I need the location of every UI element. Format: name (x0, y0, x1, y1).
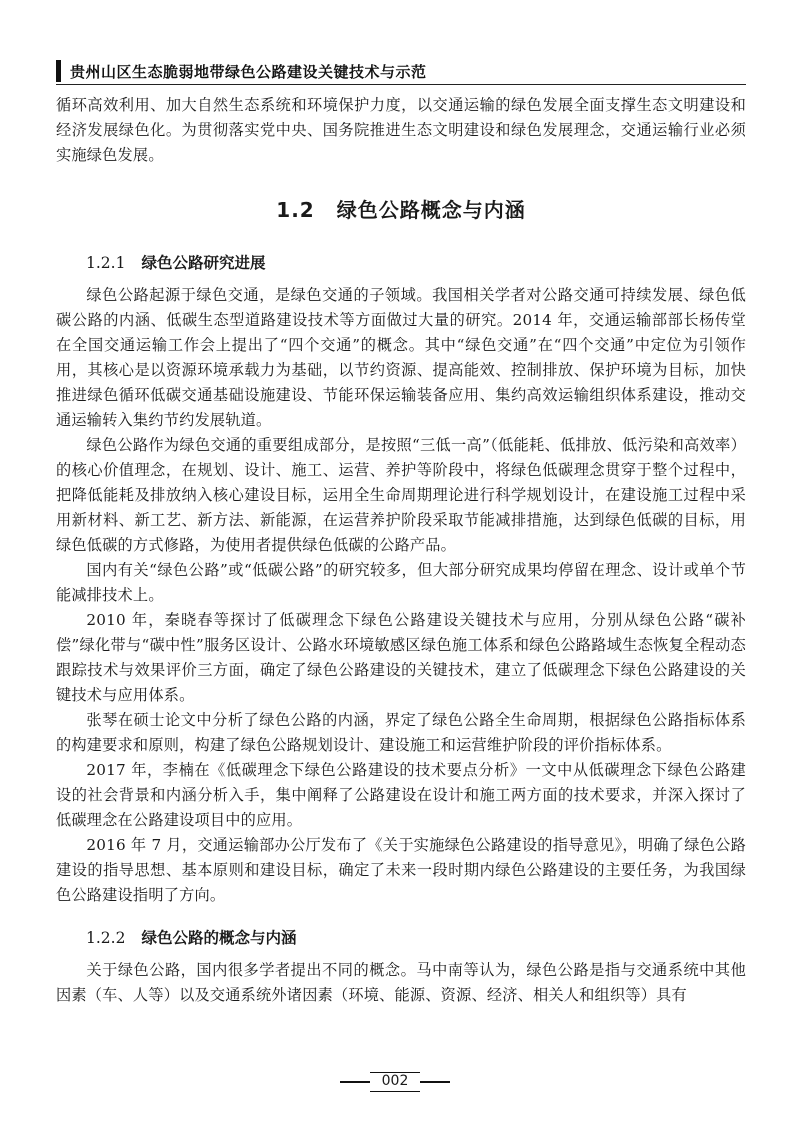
paragraph: 张琴在硕士论文中分析了绿色公路的内涵，界定了绿色公路全生命周期，根据绿色公路指标体系的构建要求和原则，构建了绿色公路规划设计、建设施工和运营维护阶段的评价指标体系。 (56, 711, 746, 754)
paragraph: 绿色公路起源于绿色交通，是绿色交通的子领域。我国相关学者对公路交通可持续发展、绿色低碳公路的内涵、低碳生态型道路建设技术等方面做过大量的研究。2014 年，交通运输部部长杨传堂在全国交通运输工作会上提出了“四个交通”的概念。其中“绿色交通”在“四个交通”中定位为引领作用，其核心是以资源环境承载力为基础，以节约资源、提高能效、控制排放、保护环境为目标，加快推进绿色循环低碳交通基础设施建设、节能环保运输装备应用、集约高效运输组织体系建设，推动交通运输转入集约节约发展轨道。 (56, 286, 746, 429)
paragraph: 绿色公路作为绿色交通的重要组成部分，是按照“三低一高”（低能耗、低排放、低污染和高效率）的核心价值理念，在规划、设计、施工、运营、养护等阶段中，将绿色低碳理念贯穿于整个过程中，把降低能耗及排放纳入核心建设目标，运用全生命周期理论进行科学规划设计，在建设施工过程中采用新材料、新工艺、新方法、新能源，在运营养护阶段采取节能减排措施，达到绿色低碳的目标，用绿色低碳的方式修路，为使用者提供绿色低碳的公路产品。 (56, 436, 746, 554)
header-bar (56, 60, 61, 82)
running-header (56, 58, 746, 85)
page-number (340, 1072, 450, 1092)
paragraph: 2016 年 7 月，交通运输部办公厅发布了《关于实施绿色公路建设的指导意见》，明确了绿色公路建设的指导思想、基本原则和建设目标，确定了未来一段时期内绿色公路建设的主要任务，为我国绿色公路建设指明了方向。 (56, 836, 746, 904)
subsection-number: 1.2.2 (86, 929, 126, 947)
paragraph: 2017 年，李楠在《低碳理念下绿色公路建设的技术要点分析》一文中从低碳理念下绿色公路建设的社会背景和内涵分析入手，集中阐释了公路建设在设计和施工两方面的技术要求，并深入探讨了低碳理念在公路建设项目中的应用。 (56, 761, 746, 829)
subsection-number: 1.2.1 (86, 254, 126, 272)
book-title: 贵州山区生态脆弱地带绿色公路建设关键技术与示范 (70, 63, 427, 81)
section-number: 1.2 (276, 198, 315, 222)
intro-paragraph: 循环高效利用、加大自然生态系统和环境保护力度，以交通运输的绿色发展全面支撑生态文明建设和经济发展绿色化。为贯彻落实党中央、国务院推进生态文明建设和绿色发展理念，交通运输行业必须实施绿色发展。 (56, 96, 746, 164)
section-heading (56, 194, 746, 223)
folio-rule-left (340, 1081, 370, 1083)
paragraph: 关于绿色公路，国内很多学者提出不同的概念。马中南等认为，绿色公路是指与交通系统中其他因素（车、人等）以及交通系统外诸因素（环境、能源、资源、经济、相关人和组织等）具有 (56, 961, 746, 1004)
subsection-title: 绿色公路的概念与内涵 (141, 929, 297, 947)
section-title: 绿色公路概念与内涵 (336, 198, 526, 222)
subsection-heading-1 (86, 251, 746, 273)
page-body (56, 93, 746, 1008)
folio-rule-right (420, 1081, 450, 1083)
paragraph: 国内有关“绿色公路”或“低碳公路”的研究较多，但大部分研究成果均停留在理念、设计或单个节能减排技术上。 (56, 561, 746, 604)
subsection-heading-2 (86, 926, 746, 948)
paragraph: 2010 年，秦晓春等探讨了低碳理念下绿色公路建设关键技术与应用，分别从绿色公路“碳补偿”绿化带与“碳中性”服务区设计、公路水环境敏感区绿色施工体系和绿色公路路域生态恢复全程动态跟踪技术与效果评价三方面，确定了绿色公路建设的关键技术，建立了低碳理念下绿色公路建设的关键技术与应用体系。 (56, 611, 746, 704)
subsection-title: 绿色公路研究进展 (141, 254, 266, 272)
page-number-text: 002 (370, 1072, 420, 1092)
